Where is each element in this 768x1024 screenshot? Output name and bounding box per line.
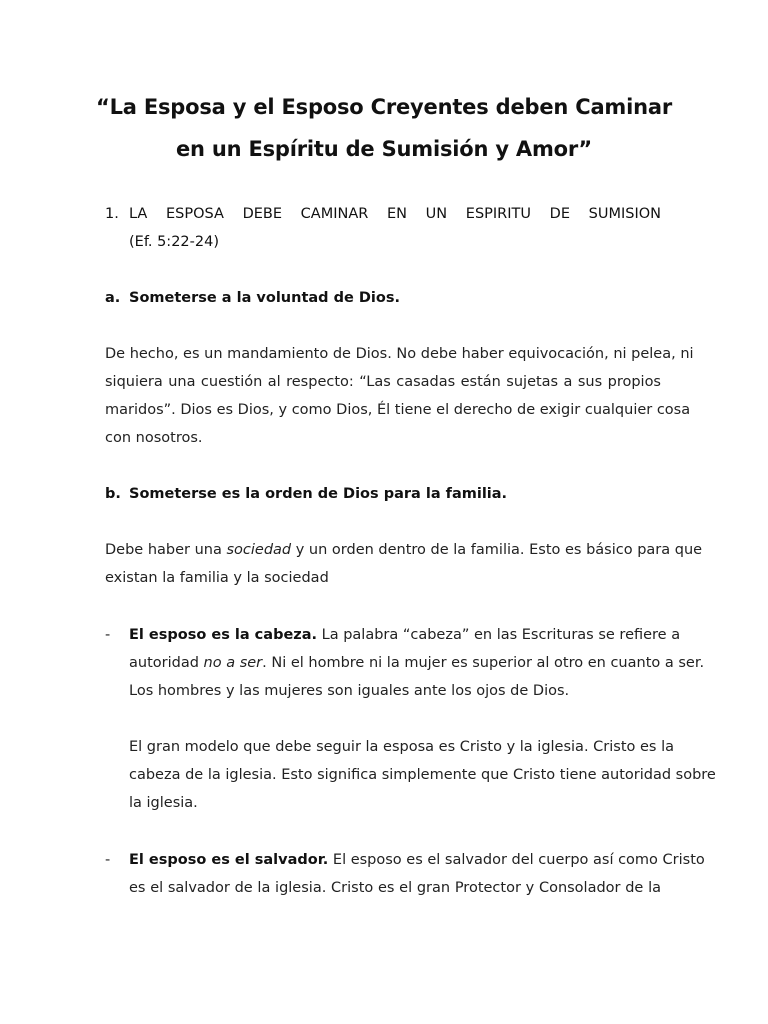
bullet-cabeza-line-2 bbox=[129, 649, 705, 677]
paragraph-b-line-2: existan la familia y la sociedad bbox=[105, 570, 329, 586]
subsection-a-heading bbox=[105, 284, 400, 312]
bullet-cabeza-bold: El esposo es la cabeza. bbox=[129, 627, 318, 643]
section-1-heading bbox=[105, 200, 661, 256]
paragraph-b-line-1 bbox=[105, 536, 703, 564]
subsection-a-marker: a. bbox=[105, 290, 121, 306]
section-1-number: 1. bbox=[105, 206, 119, 222]
paragraph-b-text-1: Debe haber una bbox=[105, 542, 227, 558]
paragraph-a-line-4: con nosotros. bbox=[105, 430, 203, 446]
section-1-title-line-2: (Ef. 5:22-24) bbox=[129, 234, 219, 250]
paragraph-b-italic: sociedad bbox=[226, 542, 292, 558]
bullet-salvador-dash: - bbox=[105, 852, 111, 868]
subsection-b-heading bbox=[105, 480, 507, 508]
bullet-cabeza-paragraph-line-3: la iglesia. bbox=[129, 795, 198, 811]
bullet-salvador-line-1 bbox=[129, 846, 705, 874]
subsection-b-title: Someterse es la orden de Dios para la familia. bbox=[129, 486, 508, 502]
title-line-1: “La Esposa y el Esposo Creyentes deben Caminar bbox=[96, 95, 672, 119]
bullet-salvador bbox=[105, 846, 705, 902]
bullet-cabeza-text-2: autoridad bbox=[129, 655, 204, 671]
paragraph-a-line-1: De hecho, es un mandamiento de Dios. No debe haber equivocación, ni pelea, ni bbox=[105, 346, 694, 362]
bullet-cabeza-line-1 bbox=[129, 621, 681, 649]
bullet-salvador-line-2: es el salvador de la iglesia. Cristo es el gran Protector y Consolador de la bbox=[129, 880, 661, 896]
paragraph-a-line-3: maridos”. Dios es Dios, y como Dios, Él tiene el derecho de exigir cualquier cosa bbox=[105, 402, 691, 418]
bullet-cabeza bbox=[105, 621, 705, 705]
paragraph-b-text-2: y un orden dentro de la familia. Esto es básico para que bbox=[291, 542, 703, 558]
paragraph-a bbox=[105, 340, 694, 452]
bullet-salvador-bold: El esposo es el salvador. bbox=[129, 852, 329, 868]
bullet-cabeza-text-1: La palabra “cabeza” en las Escrituras se refiere a bbox=[317, 627, 681, 643]
bullet-cabeza-paragraph-line-2: cabeza de la iglesia. Esto significa simplemente que Cristo tiene autoridad sobre bbox=[129, 767, 716, 783]
bullet-cabeza-paragraph-line-1: El gran modelo que debe seguir la esposa es Cristo y la iglesia. Cristo es la bbox=[129, 739, 674, 755]
document-title bbox=[0, 86, 768, 170]
title-line-2: en un Espíritu de Sumisión y Amor” bbox=[175, 137, 593, 161]
bullet-cabeza-italic: no a ser bbox=[203, 655, 263, 671]
section-1-title-line-1: LA ESPOSA DEBE CAMINAR EN UN ESPIRITU DE SUMISION bbox=[129, 206, 661, 222]
subsection-a-title: Someterse a la voluntad de Dios. bbox=[129, 290, 400, 306]
paragraph-a-line-2: siquiera una cuestión al respecto: “Las casadas están sujetas a sus propios bbox=[105, 374, 661, 390]
bullet-salvador-text-1: El esposo es el salvador del cuerpo así como Cristo bbox=[328, 852, 705, 868]
paragraph-b bbox=[105, 536, 703, 592]
bullet-cabeza-paragraph bbox=[129, 733, 716, 817]
bullet-cabeza-dash: - bbox=[105, 627, 111, 643]
bullet-cabeza-line-3: Los hombres y las mujeres son iguales ante los ojos de Dios. bbox=[129, 683, 570, 699]
bullet-cabeza-text-3: . Ni el hombre ni la mujer es superior al otro en cuanto a ser. bbox=[262, 655, 705, 671]
subsection-b-marker: b. bbox=[105, 486, 121, 502]
